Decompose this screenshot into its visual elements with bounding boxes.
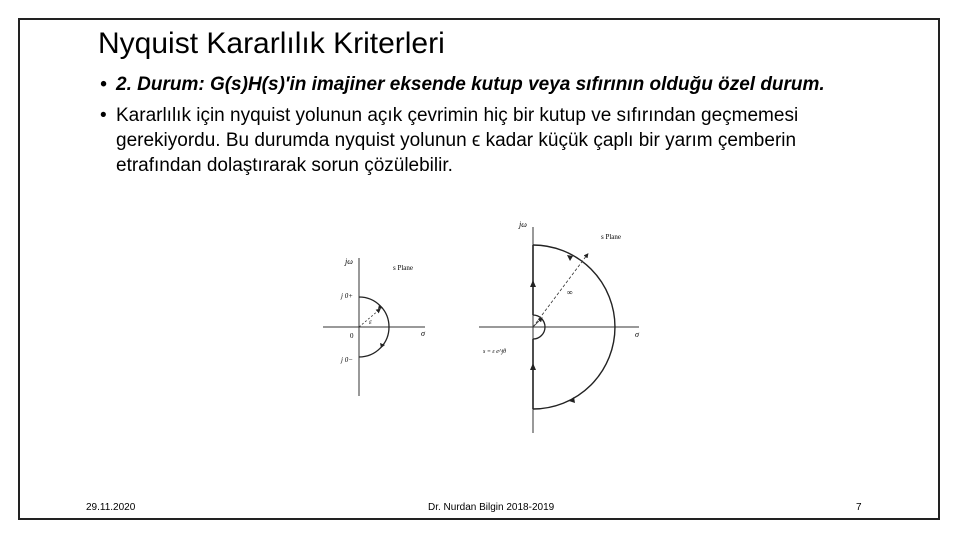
slide-title: Nyquist Kararlılık Kriterleri [98,27,445,60]
left-jw-label: jω [345,257,353,266]
right-epsilon-arrow [533,319,541,327]
left-epsilon-label: ε [369,318,372,326]
bullet-case-2: • 2. Durum: G(s)H(s)′in imajiner eksende kutup veya sıfırının olduğu özel durum. [100,72,880,97]
right-arrow-up-lower [530,363,536,370]
bullet-explanation: • Kararlılık için nyquist yolunun açık çevrimin hiç bir kutup ve sıfırından geçmemesi gerekiyordu. Bu durumda nyquist yolunun ϵ kadar küçük çaplı bir yarım çemberin etrafından dolaştırarak sorun çözülebilir. [100,103,880,178]
footer-author: Dr. Nurdan Bilgin 2018-2019 [428,502,555,513]
left-j0-plus-label: j 0+ [341,292,353,300]
left-s-plane-label: s Plane [393,264,414,272]
left-origin-label: 0 [350,332,354,340]
left-sigma-label: σ [421,329,425,338]
right-radius-arrow [533,255,587,327]
right-s-plane-label: s Plane [601,233,622,241]
right-arrow-up-upper [530,280,536,287]
figure-right-s-plane [475,215,650,435]
right-sigma-label: σ [635,330,639,339]
right-s-eq-label: s = ε e^jθ [483,349,507,355]
left-j0-minus-label: j 0− [341,356,353,364]
right-arc-arrow-top [567,255,573,261]
bullet-list [100,72,880,184]
right-jw-label: jω [519,220,527,229]
figure-left-s-plane [315,250,435,400]
right-infinity-label: ∞ [567,288,573,297]
footer-date: 29.11.2020 [86,502,136,513]
footer-page-number: 7 [856,502,862,513]
